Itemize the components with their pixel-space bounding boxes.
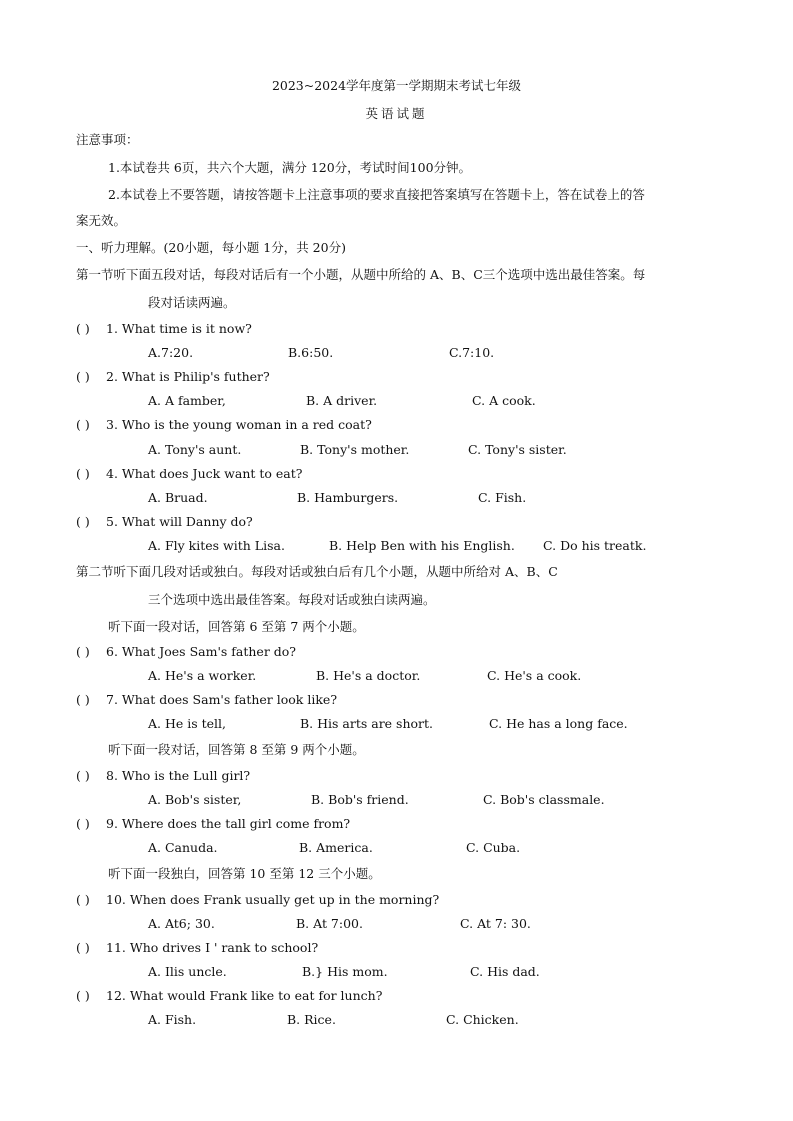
question-7-options bbox=[148, 716, 748, 732]
question-5 bbox=[76, 514, 253, 530]
option-a: A. At6; 30. bbox=[148, 916, 215, 931]
question-text: 12. What would Frank like to eat for lunch? bbox=[106, 988, 383, 1003]
option-a: A. Bob's sister, bbox=[148, 792, 242, 807]
option-c: C. A cook. bbox=[472, 393, 536, 408]
option-a: A. Fly kites with Lisa. bbox=[148, 538, 285, 553]
question-3-options bbox=[148, 442, 748, 458]
notice-heading: 注意事项： bbox=[76, 132, 139, 147]
question-1-options bbox=[148, 345, 748, 361]
option-b: B.} His mom. bbox=[302, 964, 388, 979]
section2-instructions-cont: 三个选项中选出最佳答案。每段对话或独白读两遍。 bbox=[148, 592, 436, 607]
listening-intro-8-9: 听下面一段对话，回答第 8 至第 9 两个小题。 bbox=[108, 742, 365, 757]
question-11-options bbox=[148, 964, 748, 980]
notice-item-1: 1.本试卷共 6页，共六个大题，满分 120分，考试时间100分钟。 bbox=[108, 160, 472, 175]
question-text: 7. What does Sam's father look like? bbox=[106, 692, 338, 707]
answer-blank: ( ) bbox=[76, 369, 90, 384]
option-a: A. He's a worker. bbox=[148, 668, 257, 683]
question-5-options bbox=[148, 538, 748, 554]
question-text: 11. Who drives I ' rank to school? bbox=[106, 940, 319, 955]
question-2-options bbox=[148, 393, 748, 409]
option-a: A. Tony's aunt. bbox=[148, 442, 242, 457]
option-b: B. Bob's friend. bbox=[311, 792, 409, 807]
question-text: 6. What Joes Sam's father do? bbox=[106, 644, 296, 659]
exam-subtitle: 英语试题 bbox=[365, 106, 428, 121]
option-c: C. Do his treatk. bbox=[543, 538, 647, 553]
part1-heading: 一、听力理解。(20小题，每小题 1分，共 20分) bbox=[76, 240, 346, 255]
listening-intro-10-12: 听下面一段独白，回答第 10 至第 12 三个小题。 bbox=[108, 866, 381, 881]
option-c: C.7:10. bbox=[449, 345, 495, 360]
question-4-options bbox=[148, 490, 748, 506]
option-a: A. Ilis uncle. bbox=[148, 964, 227, 979]
option-b: B. Tony's mother. bbox=[300, 442, 410, 457]
option-b: B. At 7:00. bbox=[296, 916, 363, 931]
option-c: C. Bob's classmale. bbox=[483, 792, 605, 807]
answer-blank: ( ) bbox=[76, 514, 90, 529]
answer-blank: ( ) bbox=[76, 321, 90, 336]
section2-instructions: 第二节听下面几段对话或独白。每段对话或独白后有几个小题，从题中所给对 A、B、C bbox=[76, 564, 558, 579]
answer-blank: ( ) bbox=[76, 816, 90, 831]
question-text: 8. Who is the Lull girl? bbox=[106, 768, 251, 783]
question-text: 1. What time is it now? bbox=[106, 321, 252, 336]
notice-item-2-cont: 案无效。 bbox=[76, 213, 127, 228]
answer-blank: ( ) bbox=[76, 692, 90, 707]
option-b: B. His arts are short. bbox=[300, 716, 434, 731]
answer-blank: ( ) bbox=[76, 988, 90, 1003]
question-text: 4. What does Juck want to eat? bbox=[106, 466, 303, 481]
question-text: 3. Who is the young woman in a red coat? bbox=[106, 417, 372, 432]
option-c: C. Fish. bbox=[478, 490, 527, 505]
question-11 bbox=[76, 940, 318, 956]
option-a: A. Fish. bbox=[148, 1012, 197, 1027]
option-b: B.6:50. bbox=[288, 345, 334, 360]
section1-instructions: 第一节听下面五段对话，每段对话后有一个小题，从题中所给的 A、B、C三个选项中选出最佳答案。每 bbox=[76, 267, 646, 282]
option-c: C. Cuba. bbox=[466, 840, 521, 855]
question-12 bbox=[76, 988, 382, 1004]
question-text: 5. What will Danny do? bbox=[106, 514, 253, 529]
notice-item-2: 2.本试卷上不要答题，请按答题卡上注意事项的要求直接把答案填写在答题卡上，答在试卷上的答 bbox=[108, 187, 645, 202]
answer-blank: ( ) bbox=[76, 466, 90, 481]
option-b: B. A driver. bbox=[306, 393, 378, 408]
option-a: A. Canuda. bbox=[148, 840, 218, 855]
question-10-options bbox=[148, 916, 748, 932]
answer-blank: ( ) bbox=[76, 940, 90, 955]
option-b: B. America. bbox=[299, 840, 373, 855]
question-9-options bbox=[148, 840, 748, 856]
question-6 bbox=[76, 644, 296, 660]
question-12-options bbox=[148, 1012, 748, 1028]
option-b: B. Hamburgers. bbox=[297, 490, 399, 505]
question-text: 10. When does Frank usually get up in the morning? bbox=[106, 892, 440, 907]
question-1 bbox=[76, 321, 252, 337]
question-8 bbox=[76, 768, 250, 784]
listening-intro-6-7: 听下面一段对话，回答第 6 至第 7 两个小题。 bbox=[108, 619, 365, 634]
question-text: 2. What is Philip's futher? bbox=[106, 369, 270, 384]
option-a: A. He is tell, bbox=[148, 716, 227, 731]
question-2 bbox=[76, 369, 270, 385]
option-c: C. Tony's sister. bbox=[468, 442, 567, 457]
option-a: A. A famber, bbox=[148, 393, 226, 408]
option-b: B. Help Ben with his English. bbox=[329, 538, 515, 553]
answer-blank: ( ) bbox=[76, 768, 90, 783]
question-4 bbox=[76, 466, 302, 482]
question-10 bbox=[76, 892, 439, 908]
question-7 bbox=[76, 692, 337, 708]
option-c: C. Chicken. bbox=[446, 1012, 519, 1027]
answer-blank: ( ) bbox=[76, 892, 90, 907]
question-text: 9. Where does the tall girl come from? bbox=[106, 816, 351, 831]
option-b: B. He's a doctor. bbox=[316, 668, 421, 683]
section1-instructions-cont: 段对话读两遍。 bbox=[148, 295, 236, 310]
question-3 bbox=[76, 417, 372, 433]
option-a: A.7:20. bbox=[148, 345, 194, 360]
question-8-options bbox=[148, 792, 748, 808]
question-9 bbox=[76, 816, 350, 832]
option-a: A. Bruad. bbox=[148, 490, 208, 505]
option-c: C. His dad. bbox=[470, 964, 540, 979]
question-6-options bbox=[148, 668, 748, 684]
exam-title: 2023~2024学年度第一学期期末考试七年级 bbox=[271, 78, 522, 93]
option-b: B. Rice. bbox=[287, 1012, 336, 1027]
option-c: C. At 7: 30. bbox=[460, 916, 531, 931]
answer-blank: ( ) bbox=[76, 417, 90, 432]
option-c: C. He's a cook. bbox=[487, 668, 582, 683]
answer-blank: ( ) bbox=[76, 644, 90, 659]
option-c: C. He has a long face. bbox=[489, 716, 628, 731]
